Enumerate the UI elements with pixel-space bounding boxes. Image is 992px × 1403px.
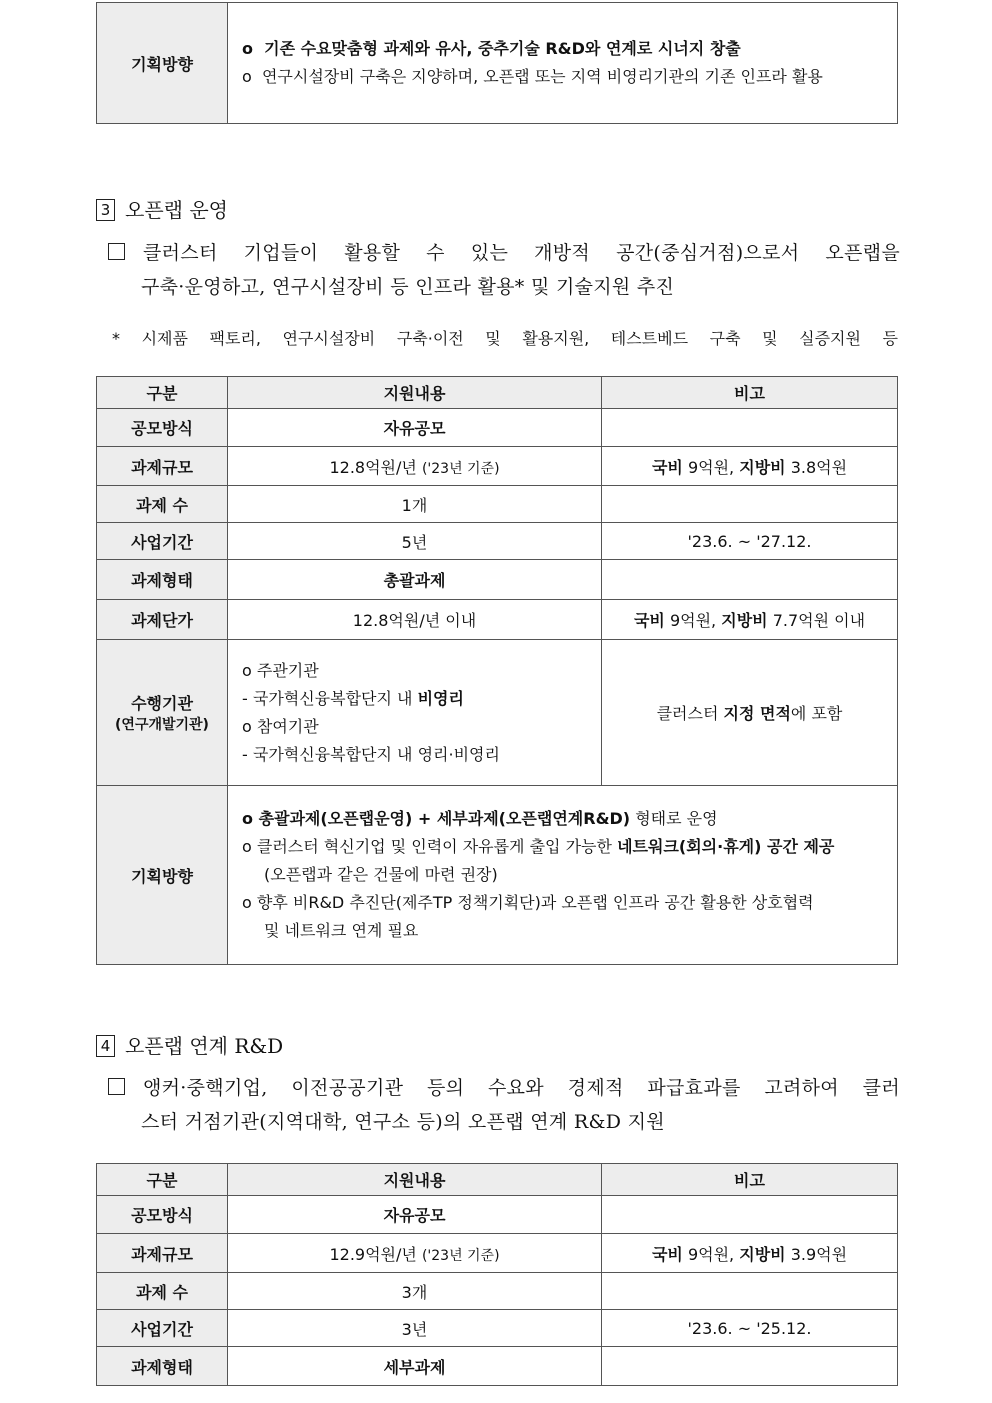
section-3-paragraph: 클러스터 기업들이 활용할 수 있는 개방적 공간(중심거점)으로서 오픈랩을 구축·운영하고, 연구시설장비 등 인프라 활용* 및 기술지원 추진 [108,236,900,304]
table-row: 사업기간 5년 '23.6. ~ '27.12. [97,523,898,560]
top-plan-table [96,2,898,124]
section-3-number: 3 [96,199,115,221]
table-row: 과제 수 1개 [97,486,898,523]
table-row: 수행기관 (연구개발기관) o 주관기관 - 국가혁신융복합단지 내 비영리 o 참여기관 - 국가혁신융복합단지 내 영리·비영리 클러스터 지정 면적에 포함 [97,640,898,786]
table-row: 과제 수 3개 [97,1273,898,1310]
table-row: 사업기간 3년 '23.6. ~ '25.12. [97,1310,898,1347]
table-row: 과제단가 12.8억원/년 이내 국비 9억원, 지방비 7.7억원 이내 [97,600,898,640]
section-3-footnote: * 시제품 팩토리, 연구시설장비 구축·이전 및 활용지원, 테스트베드 구축 및 실증지원 등 [112,329,898,348]
section-4-heading [96,1030,283,1059]
plan-content [228,3,898,124]
header-remark: 비고 [602,1164,898,1196]
header-support: 지원내용 [228,1164,602,1196]
table-row: 공모방식 자유공모 [97,409,898,447]
plan-label: 기획방향 [97,3,228,124]
section-3-title: 오픈랩 운영 [125,198,228,222]
header-category: 구분 [97,377,228,409]
section-4-table [96,1163,898,1386]
table-row: 기획방향 o 총괄과제(오픈랩운영) + 세부과제(오픈랩연계R&D) 형태로 운영 o 클러스터 혁신기업 및 인력이 자유롭게 출입 가능한 네트워크(회의·휴게) 공간 제공 (오픈랩과 같은 건물에 마련 권장) o 향후 비R&D 추진단(제주TP 정책기획단)과 오픈랩 인프라 공간 활용한 상호협력 및 네트워크 연계 필요 [97,786,898,965]
table-row: 과제규모 12.9억원/년 ('23년 기준) 국비 9억원, 지방비 3.9억원 [97,1234,898,1273]
header-remark: 비고 [602,377,898,409]
checkbox-icon [108,243,125,260]
plan-line-1: o 기존 수요맞춤형 과제와 유사, 중추기술 R&D와 연계로 시너지 창출 [242,39,741,58]
table-row: 과제규모 12.8억원/년 ('23년 기준) 국비 9억원, 지방비 3.8억원 [97,447,898,486]
section-3-table [96,376,898,965]
table-row: 공모방식 자유공모 [97,1196,898,1234]
plan-line-2: o 연구시설장비 구축은 지양하며, 오픈랩 또는 지역 비영리기관의 기존 인프라 활용 [242,67,823,86]
table-row: 과제형태 세부과제 [97,1347,898,1386]
checkbox-icon [108,1078,125,1095]
section-4-paragraph: 앵커·중핵기업, 이전공공기관 등의 수요와 경제적 파급효과를 고려하여 클러 스터 거점기관(지역대학, 연구소 등)의 오픈랩 연계 R&D 지원 [108,1071,900,1139]
header-support: 지원내용 [228,377,602,409]
section-4-title: 오픈랩 연계 R&D [125,1034,284,1058]
header-category: 구분 [97,1164,228,1196]
section-3-heading [96,194,228,223]
table-row: 과제형태 총괄과제 [97,560,898,600]
section-4-number: 4 [96,1035,115,1057]
